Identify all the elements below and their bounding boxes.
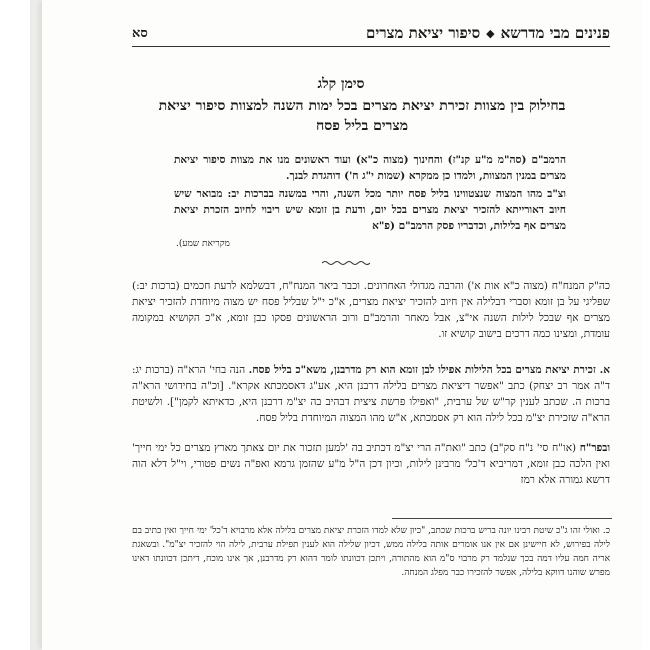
header-titles bbox=[366, 24, 610, 43]
page-number: סא bbox=[132, 26, 148, 41]
section-title: סימן קלג bbox=[317, 76, 365, 92]
footnote: כ. ואולי זהו ג"כ שיטת רבינו יונה בריש ברכות שכתב, "כיון שלא למדו הזכרת יציאת מצרים בלילה אלא מרבויא ד'כל' ימי חייך ואין כתיב בם לילה בפירוש, לא חיישינן אם אין אנו אומרים אותה בלילה ממש, דכיון שלילה הוא לענין תפילת ערבית, לילה הוי להזכיר יצ"מ". ובשאגת אריה חמה עליו דמה בכך שנלמד רק מרבוי ס"מ הוא מהתורה, ויתכן דכוונתו לומר דהוא רק מדרבנן, אך אינו מוכח, דיתכן דכוונתו דאינו מפרש שוהנו דווקא בלילה, אפשר להזכירו כבר מפלג המנחה. bbox=[132, 526, 610, 578]
section-subheading: בחילוק בין מצוות זכירת יציאת מצרים בכל ימות השנה למצוות סיפור יציאת מצרים בליל פסח bbox=[158, 98, 566, 134]
intro-citation: מקריאת שמע). bbox=[176, 239, 230, 249]
paragraph-lead-word: ובפר"ח bbox=[579, 442, 611, 454]
wave-ornament-icon bbox=[322, 260, 370, 266]
diamond-separator-icon: ◆ bbox=[486, 26, 495, 40]
intro-paragraph-2: וצ"ב מהו המצוה שנצטווינו בליל פסח יותר מכל השנה, והרי במשנה בברכות יב: מבואר שיש חיוב דאורייתא להזכיר יציאת מצרים בכל יום, ודעת בן זומא שיש ריבוי לחיוב הזכרת יציאת מצרים אף בלילות, וכדבריו פסק הרמב"ם (פ"א bbox=[174, 188, 566, 232]
paragraph-body-b: (או"ח סי' נ"ח סק"ב) כתב "ואת"ה הרי יצ"מ דכתיב בה 'למען תזכור את יום צאתך מארץ מצרים כל ימי חייך' ואין הלכה כבן זומא, דמריביא ד'כל' מרבינן לילות, וכיון דכן ה"ל מ"ע שהזמן גרמא ואפ"ה נשים פטורי, וי"ל דלא הוה דרשא גמורה אלא רמז bbox=[132, 442, 610, 486]
body-paragraph-3 bbox=[132, 440, 610, 488]
body-paragraph-1: כה"ק המנח"ח (מצוה כ"א אות א') והרבה מגדולי האחרונים. וכבר ביאר המנח"ח, דבשלמא לרעת חכמים (ברכות יב:) שפליגי על בן זומא וסברי דבלילה אין חיוב להזכיר יציאת מצרים, א"כ י"ל שבליל פסח יש מצוה מיוחדת להזכיר יציאת מצרים אף שבכל לילות השנה אי"צ, אבל מאחר והרמב"ם ורוב הראשונים פסקו כבן זומא, א"כ הקושיא במקומה עומדת, ומצינו כמה דרכים בישוב קושיא זו. bbox=[132, 280, 610, 340]
book-page bbox=[42, 0, 640, 650]
body-paragraph-2 bbox=[132, 362, 610, 426]
book-title: פנינים מבי מדרשא bbox=[500, 23, 610, 42]
paragraph-body-a: הנה בחי' הרא"ה (ברכות יג: ד"ה אמר רב יצחק) כתב "אפשר דיציאת מצרים בלילה דרבנן היא, אע"ג דאסמכתא אקרא". [וכ"ה בחידושי הרא"ה ברכות ה. שכתב לענין קר"ש של ערבית, "ואפילו פרשת ציצית דבהיב בה יצ"מ דרבנן היא, כדאיתא לקמן"]. ולשיטת הרא"ה שזכירת יצ"מ בכל לילה הוא רק אסמכתא, א"ש מהו המצוה המיוחדת בליל פסח. bbox=[132, 364, 610, 424]
footnote-divider bbox=[392, 518, 612, 519]
paragraph-heading-a: א. זכירת יציאת מצרים בכל הלילות אפילו לבן זומא הוא רק מדרבנן, משא"כ בליל פסח. bbox=[248, 364, 611, 376]
chapter-title: סיפור יציאת מצרים bbox=[365, 23, 481, 42]
running-header bbox=[132, 20, 610, 47]
intro-paragraph-1: הרמב"ם (סה"מ מ"ע קנ"ז) והחינוך (מצוה כ"א) ועוד ראשונים מנו את מצוות סיפור יציאת מצרים במנין המצוות, ולמדו כן ממקרא (שמות י"ג ח') דוהגדת לבנך. bbox=[174, 154, 566, 182]
